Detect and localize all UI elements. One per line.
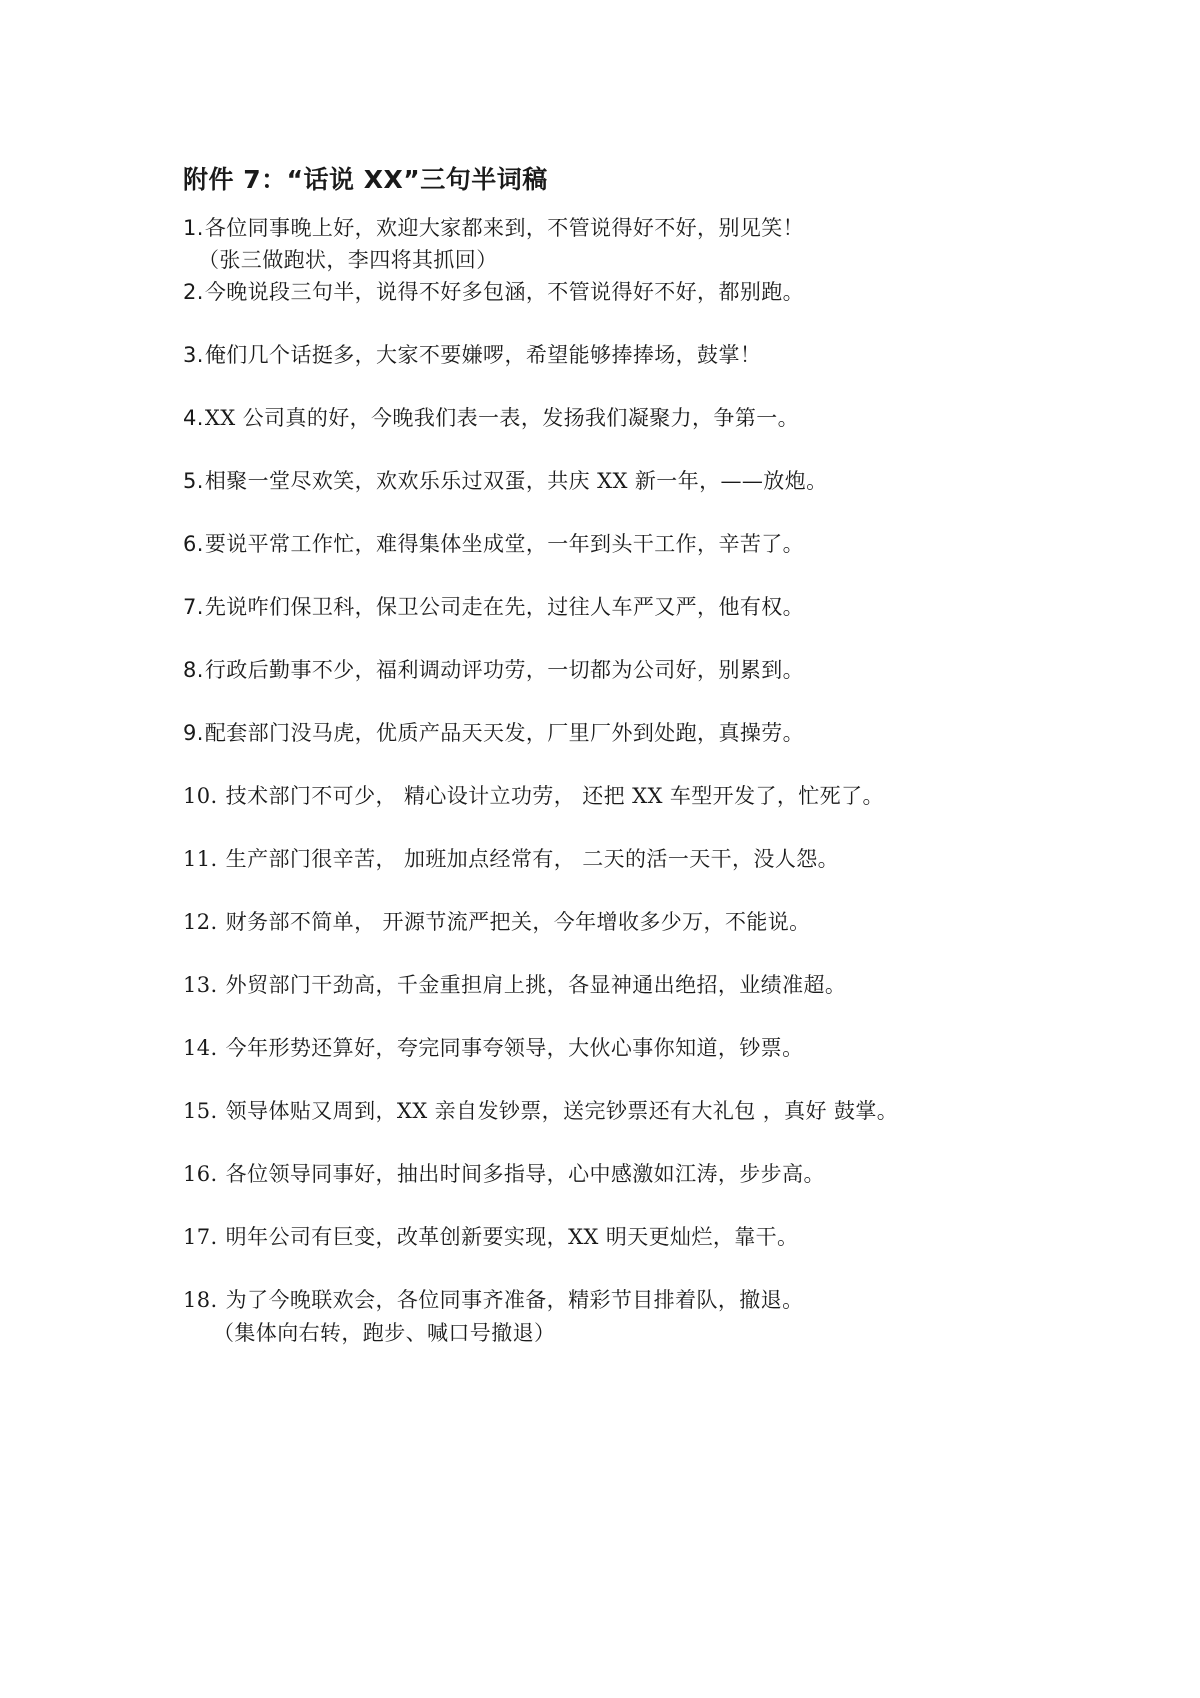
line-14 — [183, 1032, 803, 1062]
line-text: 生产部门很辛苦， 加班加点经常有， 二天的活一天干，没人怨。 — [218, 847, 840, 871]
line-5 — [183, 465, 828, 495]
line-13 — [183, 969, 846, 999]
line-text: 今年形势还算好，夸完同事夸领导，大伙心事你知道，钞票。 — [218, 1036, 804, 1060]
line-number: 4. — [183, 406, 204, 430]
line-17 — [183, 1221, 798, 1251]
line-1 — [183, 212, 804, 242]
line-number: 13. — [183, 973, 218, 997]
line-16 — [183, 1158, 825, 1188]
line-number: 11. — [183, 847, 218, 871]
line-text: 相聚一堂尽欢笑，欢欢乐乐过双蛋，共庆 XX 新一年，——放炮。 — [204, 469, 828, 493]
line-15 — [183, 1095, 898, 1125]
line-number: 9. — [183, 721, 204, 745]
line-8 — [183, 654, 804, 684]
line-number: 2. — [183, 280, 204, 304]
line-number: 7. — [183, 595, 204, 619]
line-text: 明年公司有巨变，改革创新要实现，XX 明天更灿烂，靠干。 — [218, 1225, 799, 1249]
line-6 — [183, 528, 804, 558]
line-number: 8. — [183, 658, 204, 682]
line-text: XX 公司真的好，今晚我们表一表，发扬我们凝聚力，争第一。 — [204, 406, 800, 430]
line-text: 各位同事晚上好，欢迎大家都来到，不管说得好不好，别见笑！ — [204, 216, 805, 240]
line-number: 3. — [183, 343, 204, 367]
line-4 — [183, 402, 799, 432]
line-10 — [183, 780, 884, 810]
line-text: 要说平常工作忙，难得集体坐成堂，一年到头干工作，辛苦了。 — [204, 532, 805, 556]
stage-note-1: （张三做跑状，李四将其抓回） — [198, 248, 498, 272]
line-text: 技术部门不可少， 精心设计立功劳， 还把 XX 车型开发了，忙死了。 — [218, 784, 884, 808]
line-9 — [183, 717, 804, 747]
line-number: 10. — [183, 784, 218, 808]
line-text: 财务部不简单， 开源节流严把关，今年增收多少万，不能说。 — [218, 910, 811, 934]
line-2 — [183, 276, 804, 306]
document-title: 附件 7：“话说 XX”三句半词稿 — [183, 165, 548, 194]
line-number: 16. — [183, 1162, 218, 1186]
line-text: 今晚说段三句半，说得不好多包涵，不管说得好不好，都别跑。 — [204, 280, 805, 304]
line-text: 外贸部门干劲高，千金重担肩上挑，各显神通出绝招，业绩准超。 — [218, 973, 847, 997]
line-12 — [183, 906, 811, 936]
line-number: 12. — [183, 910, 218, 934]
line-number: 18. — [183, 1288, 218, 1312]
line-text: 领导体贴又周到，XX 亲自发钞票，送完钞票还有大礼包 ，真好 鼓掌。 — [218, 1099, 899, 1123]
line-number: 15. — [183, 1099, 218, 1123]
line-7 — [183, 591, 804, 621]
line-11 — [183, 843, 839, 873]
line-number: 14. — [183, 1036, 218, 1060]
line-number: 17. — [183, 1225, 218, 1249]
line-number: 1. — [183, 216, 204, 240]
line-18 — [183, 1284, 803, 1314]
line-3 — [183, 339, 761, 369]
line-number: 5. — [183, 469, 204, 493]
line-text: 配套部门没马虎，优质产品天天发，厂里厂外到处跑，真操劳。 — [204, 721, 805, 745]
line-text: 先说咋们保卫科，保卫公司走在先，过往人车严又严，他有权。 — [204, 595, 805, 619]
line-text: 各位领导同事好，抽出时间多指导，心中感激如江涛，步步高。 — [218, 1162, 825, 1186]
line-text: 俺们几个话挺多，大家不要嫌啰，希望能够捧捧场，鼓掌！ — [204, 343, 762, 367]
line-text: 为了今晚联欢会，各位同事齐准备，精彩节目排着队，撤退。 — [218, 1288, 804, 1312]
stage-note-2: （集体向右转，跑步、喊口号撤退） — [213, 1321, 556, 1345]
line-text: 行政后勤事不少，福利调动评功劳，一切都为公司好，别累到。 — [204, 658, 805, 682]
line-number: 6. — [183, 532, 204, 556]
